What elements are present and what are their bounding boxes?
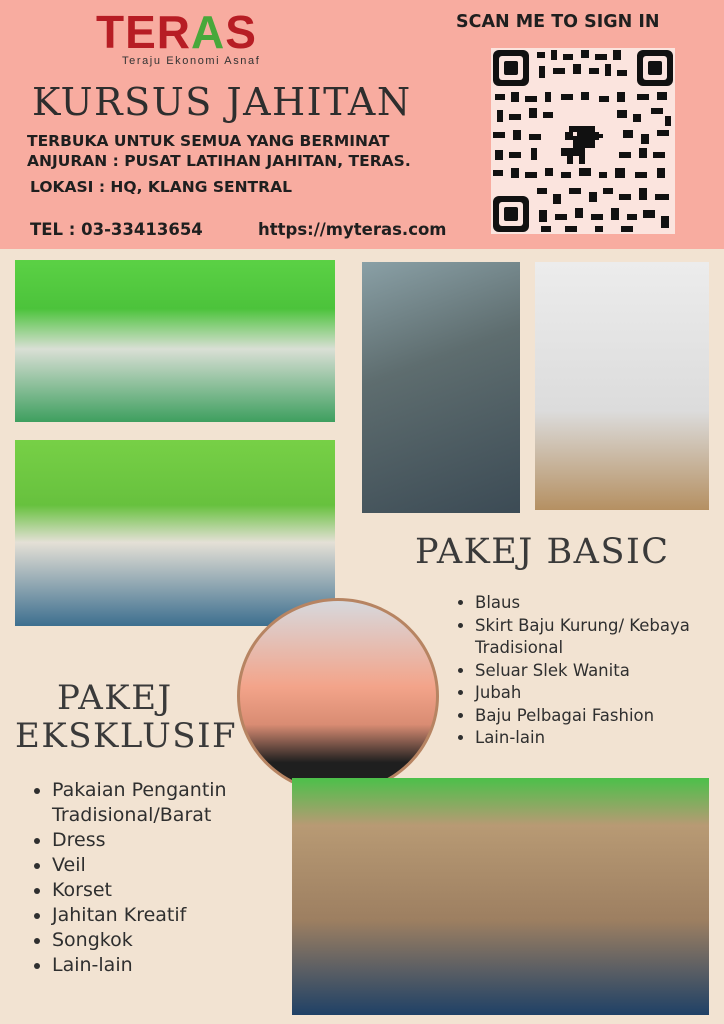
fashion-sketch-photo — [535, 262, 709, 510]
list-item: • Korset — [52, 878, 282, 903]
page-title: KURSUS JAHITAN — [32, 80, 412, 124]
list-item: • Blaus — [475, 592, 720, 615]
teras-logo: TERAS — [96, 6, 257, 58]
pakej-eksklusif-title-line1: PAKEJ — [57, 678, 173, 718]
pakej-basic-list — [475, 592, 720, 750]
classroom-photo — [15, 440, 335, 626]
graduates-group-photo — [292, 778, 709, 1015]
pakej-basic-title: PAKEJ BASIC — [415, 532, 670, 572]
sewing-class-photo — [15, 260, 335, 422]
list-item: • Jahitan Kreatif — [52, 903, 282, 928]
scan-label: SCAN ME TO SIGN IN — [456, 12, 660, 32]
sewing-machine-photo — [362, 262, 520, 513]
list-item: • Lain-lain — [475, 727, 720, 750]
list-item: • Baju Pelbagai Fashion — [475, 705, 720, 728]
qr-code[interactable] — [491, 48, 675, 234]
list-item: • Jubah — [475, 682, 720, 705]
list-item: • Skirt Baju Kurung/ Kebaya Tradisional — [475, 615, 720, 660]
pakej-eksklusif-list — [52, 778, 282, 978]
handbag-photo — [237, 598, 439, 794]
info-location: LOKASI : HQ, KLANG SENTRAL — [30, 178, 292, 196]
list-item: • Songkok — [52, 928, 282, 953]
logo-tagline: Teraju Ekonomi Asnaf — [122, 55, 261, 67]
info-open-to-all: TERBUKA UNTUK SEMUA YANG BERMINAT — [27, 132, 390, 150]
pakej-eksklusif-title-line2: EKSKLUSIF — [15, 716, 238, 756]
header-banner — [0, 0, 724, 249]
list-item: • Pakaian Pengantin Tradisional/Barat — [52, 778, 282, 828]
list-item: • Veil — [52, 853, 282, 878]
info-organizer: ANJURAN : PUSAT LATIHAN JAHITAN, TERAS. — [27, 152, 411, 170]
list-item: • Seluar Slek Wanita — [475, 660, 720, 683]
phone-number[interactable]: TEL : 03-33413654 — [30, 220, 203, 239]
website-link[interactable]: https://myteras.com — [258, 220, 447, 239]
list-item: • Dress — [52, 828, 282, 853]
list-item: • Lain-lain — [52, 953, 282, 978]
